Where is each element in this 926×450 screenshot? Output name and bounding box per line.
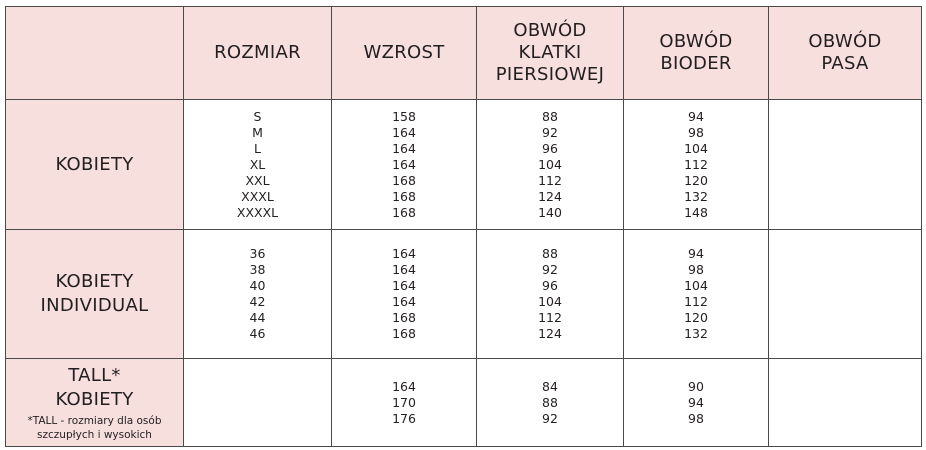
header-pas-line-2: PASA <box>821 53 869 74</box>
cell-pas <box>769 359 922 447</box>
cell-wzrost <box>332 230 477 359</box>
value-line: 44 <box>249 310 266 325</box>
cell-rozmiar <box>184 230 332 359</box>
value-line: 148 <box>684 204 708 220</box>
value-line: 120 <box>684 172 708 188</box>
value-line: 88 <box>542 108 558 124</box>
value-line: 112 <box>684 294 708 309</box>
value-line: 168 <box>392 310 416 325</box>
value-line: 164 <box>392 294 416 309</box>
header-obwod-pasa <box>769 7 922 100</box>
header-row <box>6 7 922 100</box>
value-line: XXL <box>245 172 270 188</box>
row-kobiety-individual <box>6 230 922 359</box>
cell-biodra <box>624 230 769 359</box>
value-line: 98 <box>688 410 704 426</box>
row-label-line: KOBIETY <box>55 153 134 175</box>
value-line: 104 <box>684 278 708 293</box>
value-line: 164 <box>392 378 416 394</box>
size-chart-table <box>5 6 922 447</box>
value-line: 112 <box>538 310 562 325</box>
cell-wzrost <box>332 359 477 447</box>
header-biodra-line-2: BIODER <box>660 53 732 74</box>
value-line: 158 <box>392 108 416 124</box>
cell-wzrost <box>332 100 477 230</box>
row-label-kobiety-individual <box>6 230 184 359</box>
row-label-line: KOBIETY <box>55 271 134 292</box>
value-line: 164 <box>392 262 416 277</box>
value-line: 94 <box>688 394 704 410</box>
value-line: 88 <box>542 394 558 410</box>
value-line: 104 <box>538 156 562 172</box>
cell-pas <box>769 100 922 230</box>
header-klatka-line-3: PIERSIOWEJ <box>495 64 605 85</box>
value-line: 98 <box>688 262 704 277</box>
value-line: 164 <box>392 156 416 172</box>
value-line: 168 <box>392 172 416 188</box>
value-line: 94 <box>688 108 704 124</box>
value-line: 168 <box>392 204 416 220</box>
header-wzrost <box>332 7 477 100</box>
header-obwod-klatki <box>477 7 624 100</box>
value-line: 38 <box>249 262 266 277</box>
header-klatka-line-1: OBWÓD <box>513 20 587 41</box>
value-line: 164 <box>392 246 416 261</box>
tall-footnote-line: *TALL - rozmiary dla osób <box>27 414 162 427</box>
row-kobiety <box>6 100 922 230</box>
cell-klatka <box>477 230 624 359</box>
value-line: 94 <box>688 246 704 261</box>
value-line: L <box>254 140 261 156</box>
row-label-line: KOBIETY <box>55 388 134 410</box>
row-label-kobiety <box>6 100 184 230</box>
value-line: 90 <box>688 378 704 394</box>
value-line: 96 <box>542 278 558 293</box>
value-line: 176 <box>392 410 416 426</box>
value-line: 88 <box>542 246 558 261</box>
value-line: 84 <box>542 378 558 394</box>
header-pas-line-1: OBWÓD <box>808 31 882 52</box>
header-biodra-line-1: OBWÓD <box>659 31 733 52</box>
header-klatka-line-2: KLATKI <box>518 42 582 63</box>
row-tall-kobiety <box>6 359 922 447</box>
value-line: 40 <box>249 278 266 293</box>
cell-pas <box>769 230 922 359</box>
row-label-tall-kobiety <box>6 359 184 447</box>
value-line: 92 <box>542 410 558 426</box>
value-line: 168 <box>392 326 416 341</box>
value-line: 98 <box>688 124 704 140</box>
value-line: XXXL <box>241 188 274 204</box>
row-label-line: INDIVIDUAL <box>40 295 149 316</box>
value-line: S <box>253 108 262 124</box>
value-line: 42 <box>249 294 266 309</box>
value-line: 104 <box>538 294 562 309</box>
header-wzrost-line: WZROST <box>363 42 445 63</box>
value-line: 168 <box>392 188 416 204</box>
value-line: 46 <box>249 326 266 341</box>
value-line: 170 <box>392 394 416 410</box>
cell-biodra <box>624 359 769 447</box>
value-line: 112 <box>684 156 708 172</box>
header-rozmiar-line: ROZMIAR <box>214 42 301 63</box>
value-line: 104 <box>684 140 708 156</box>
tall-footnote <box>6 414 183 442</box>
value-line: 124 <box>538 188 562 204</box>
value-line: 132 <box>684 188 708 204</box>
value-line: 164 <box>392 278 416 293</box>
value-line: 164 <box>392 140 416 156</box>
value-line: 120 <box>684 310 708 325</box>
value-line: 124 <box>538 326 562 341</box>
cell-rozmiar <box>184 100 332 230</box>
cell-klatka <box>477 359 624 447</box>
value-line: 140 <box>538 204 562 220</box>
tall-footnote-line: szczupłych i wysokich <box>37 428 152 441</box>
value-line: 112 <box>538 172 562 188</box>
cell-biodra <box>624 100 769 230</box>
value-line: 96 <box>542 140 558 156</box>
value-line: 132 <box>684 326 708 341</box>
corner-cell <box>6 7 184 100</box>
value-line: XXXXL <box>236 204 279 220</box>
cell-rozmiar <box>184 359 332 447</box>
cell-klatka <box>477 100 624 230</box>
header-obwod-bioder <box>624 7 769 100</box>
row-label-line: TALL* <box>68 364 121 386</box>
value-line: 92 <box>542 262 558 277</box>
header-rozmiar <box>184 7 332 100</box>
value-line: 164 <box>392 124 416 140</box>
value-line: 92 <box>542 124 558 140</box>
value-line: XL <box>249 156 266 172</box>
value-line: 36 <box>249 246 266 261</box>
value-line: M <box>252 124 263 140</box>
